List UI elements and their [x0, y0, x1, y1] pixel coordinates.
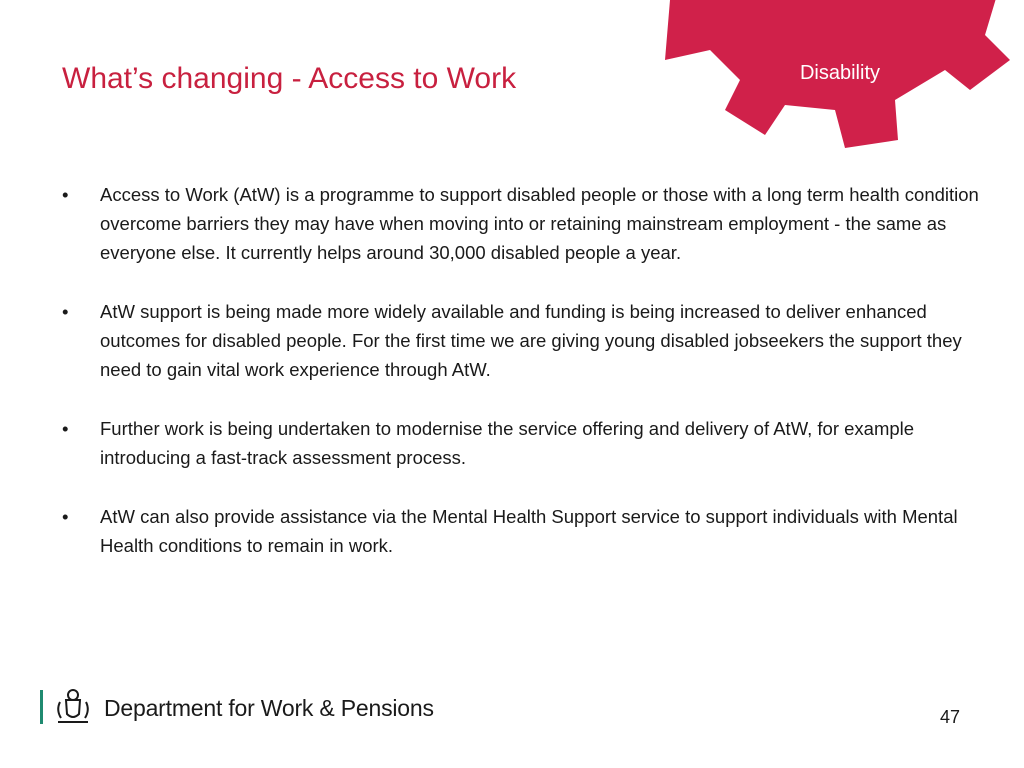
section-tag: Disability: [799, 62, 881, 84]
bullet-marker: •: [62, 506, 69, 527]
bullet-marker: •: [62, 184, 69, 205]
footer-divider: [40, 690, 43, 724]
bullet-text: AtW can also provide assistance via the Mental Health Support service to support individuals with Mental Health conditions to remain in work.: [100, 506, 958, 556]
bullet-marker: •: [62, 301, 69, 322]
bullet-marker: •: [62, 418, 69, 439]
page-number: 47: [940, 707, 961, 727]
bullet-list: [62, 180, 982, 590]
royal-coat-of-arms-icon: [52, 686, 94, 728]
bullet-item: [62, 502, 982, 560]
gear-icon: [640, 0, 1024, 180]
bullet-text: AtW support is being made more widely available and funding is being increased to deliver enhanced outcomes for disabled people. For the first time we are giving young disabled jobseekers the support they need to gain vital work experience through AtW.: [100, 301, 962, 380]
bullet-text: Access to Work (AtW) is a programme to support disabled people or those with a long term health condition overcome barriers they may have when moving into or retaining mainstream employment - the same as everyone else. It currently helps around 30,000 disabled people a year.: [100, 184, 979, 263]
slide-title: What’s changing - Access to Work: [62, 62, 517, 95]
bullet-item: [62, 414, 982, 472]
bullet-text: Further work is being undertaken to modernise the service offering and delivery of AtW, for example introducing a fast-track assessment process.: [100, 418, 915, 468]
department-name: Department for Work & Pensions: [104, 695, 434, 721]
bullet-item: [62, 297, 982, 384]
bullet-item: [62, 180, 982, 267]
